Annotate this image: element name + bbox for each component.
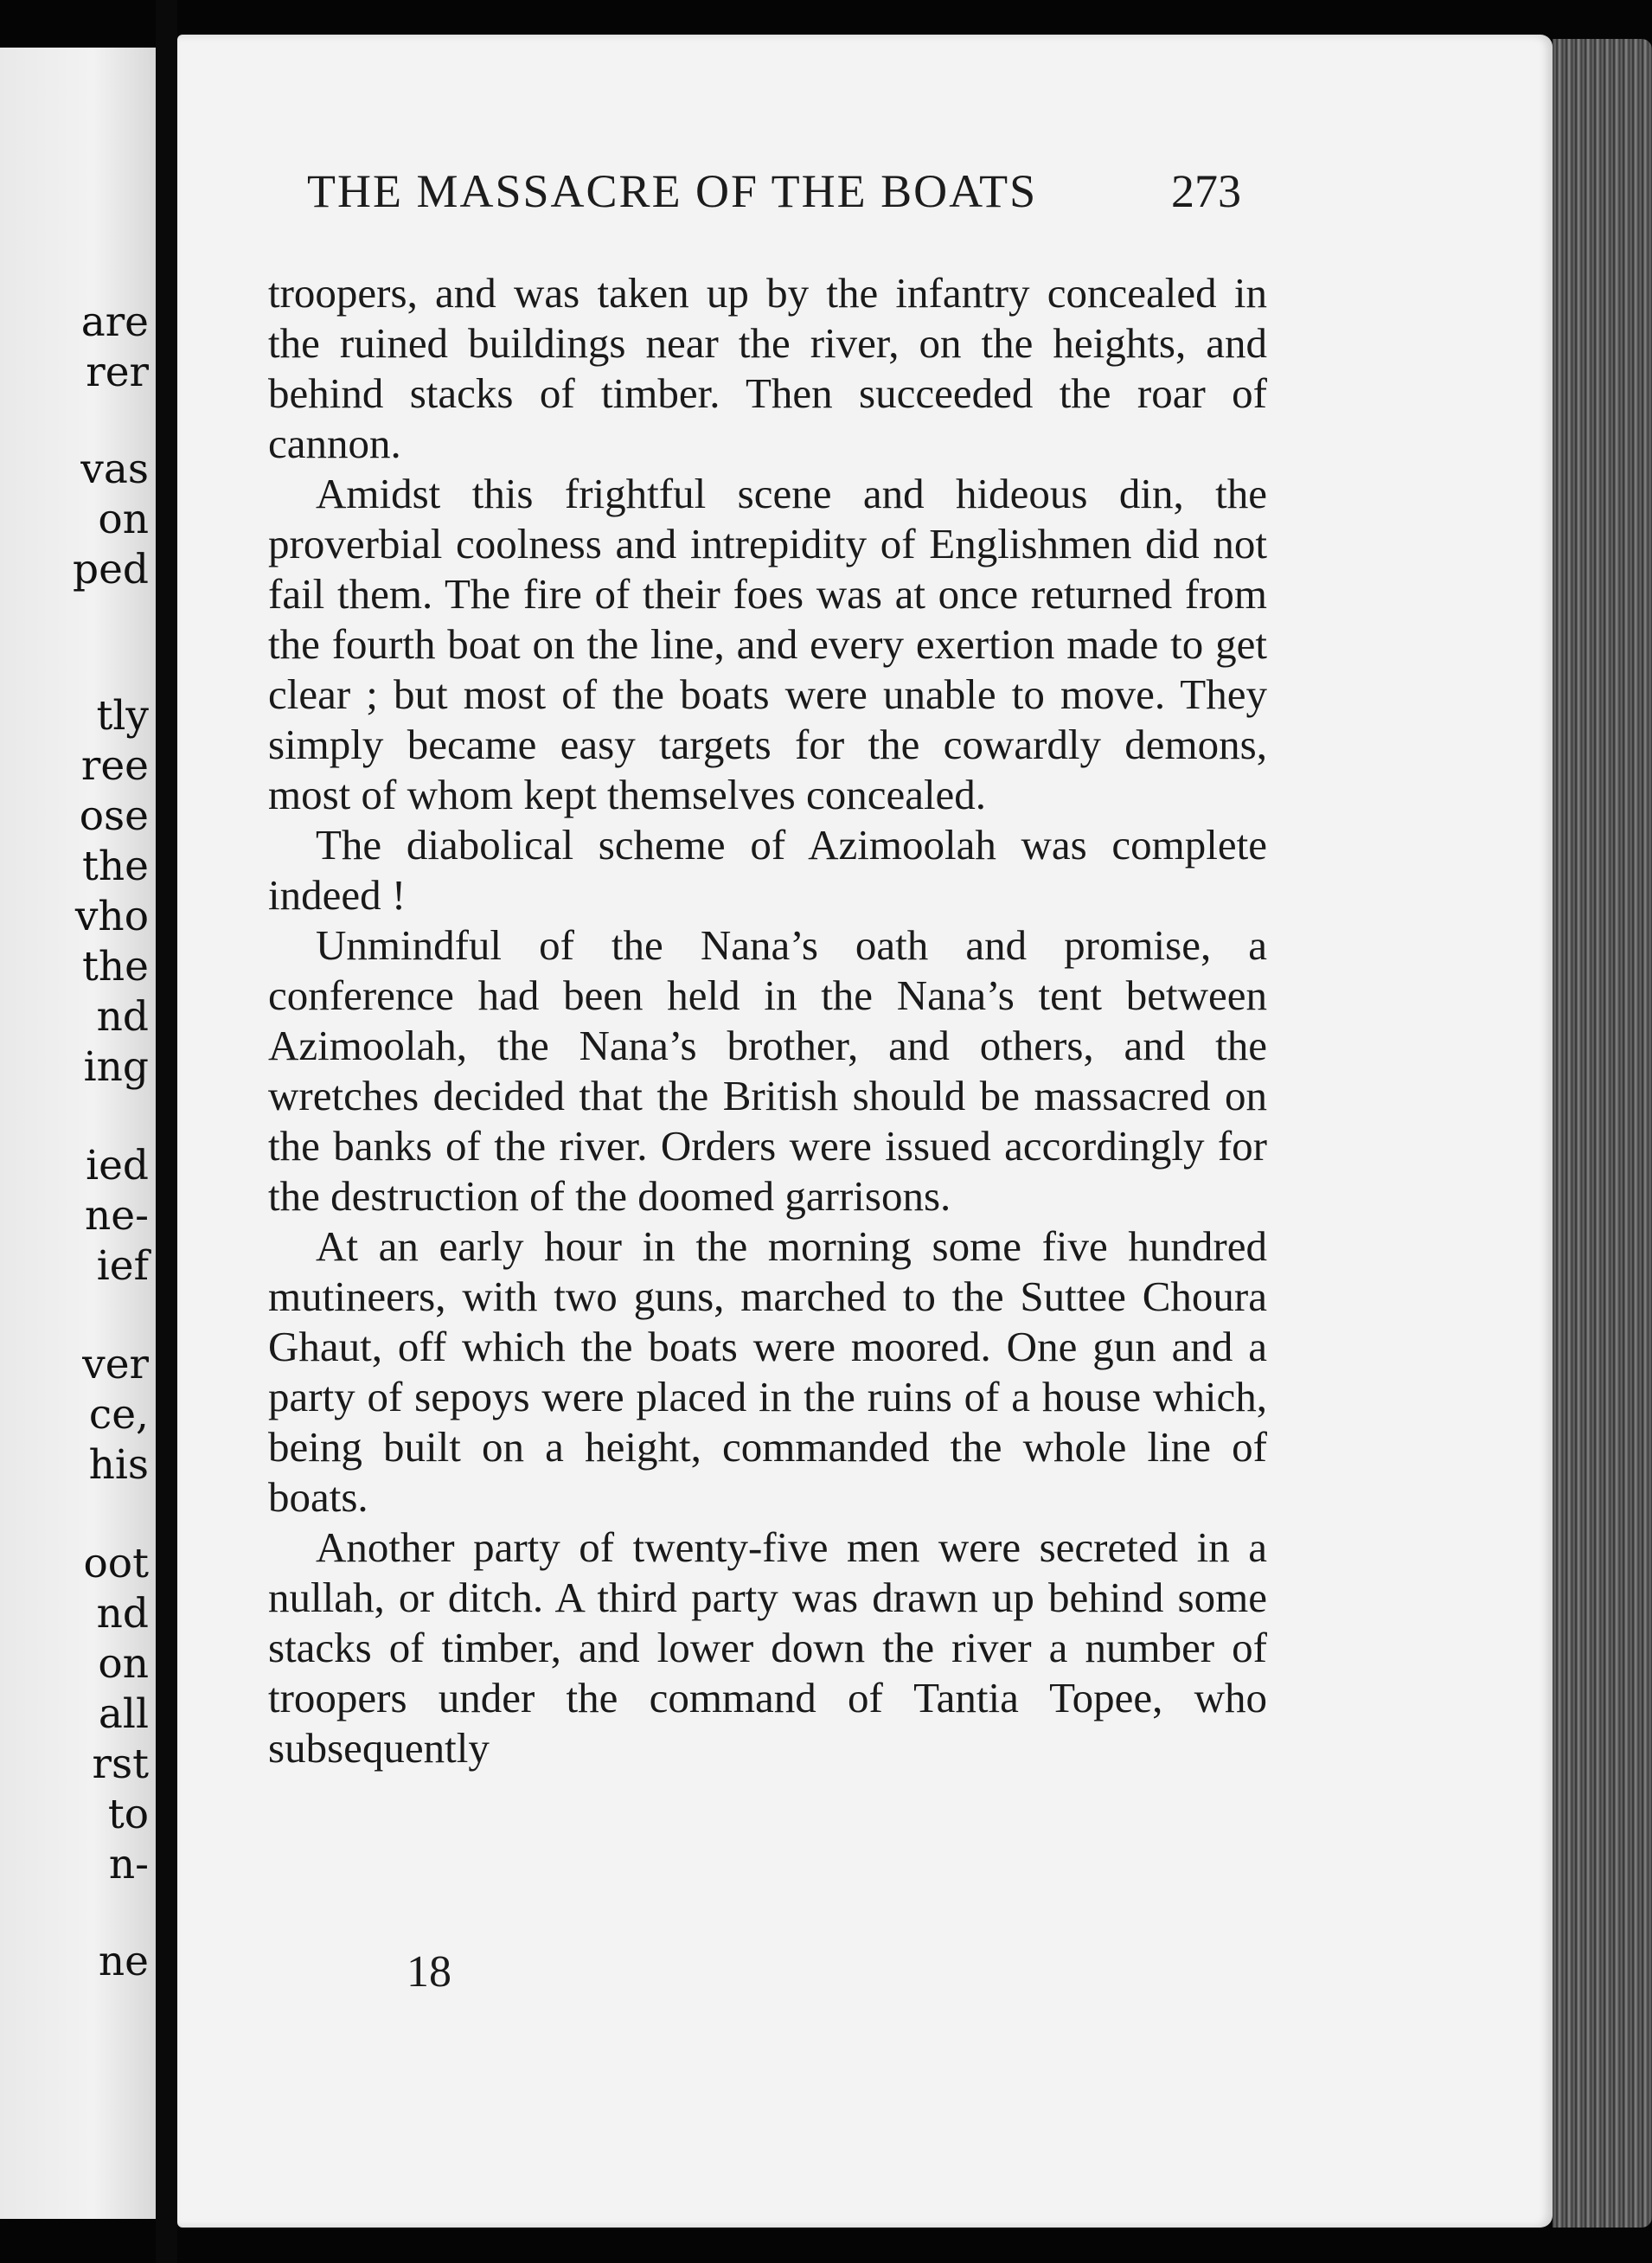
left-page-fragment: nd: [96, 1590, 149, 1638]
left-page-fragment: tly: [96, 692, 149, 740]
page-header: [307, 164, 1241, 234]
paragraph: Another party of twenty-five men were secreted in a nullah, or ditch. A third party was drawn up behind some stacks of timber, and lower down the river a number of troopers under the command of Tantia Topee, who subsequently: [268, 1523, 1267, 1772]
paragraph: At an early hour in the morning some five hundred mutineers, with two guns, marched to the Suttee Choura Ghaut, off which the boats were moored. One gun and a party of sepoys were placed in the ruins of a house which, being built on a height, commanded the whole line of boats.: [268, 1222, 1267, 1521]
signature-mark: 18: [407, 1947, 451, 1997]
book-gutter: [156, 0, 177, 2263]
left-page-fragment: oot: [83, 1540, 149, 1587]
left-page-fragment: vho: [74, 893, 149, 940]
left-page-fragment: n-: [108, 1841, 149, 1888]
left-page-fragment: to: [107, 1791, 149, 1838]
left-page-fragment: ied: [86, 1142, 149, 1189]
left-page-fragment: nd: [96, 993, 149, 1041]
left-page-fragment: ne: [98, 1938, 149, 1985]
left-page-fragment: his: [88, 1441, 149, 1489]
left-page-fragment: are: [80, 298, 149, 346]
left-page-fragment: on: [98, 496, 149, 543]
left-page-fragment: the: [82, 943, 149, 990]
running-head: THE MASSACRE OF THE BOATS: [307, 165, 1038, 217]
left-page-fragment: ver: [82, 1341, 149, 1388]
paragraph: The diabolical scheme of Azimoolah was complete indeed !: [268, 821, 1267, 919]
paragraph: troopers, and was taken up by the infantry concealed in the ruined buildings near the river, on the heights, and behind stacks of timber. Then succeeded the roar of cannon.: [268, 269, 1267, 467]
left-page-fragment: on: [98, 1640, 149, 1688]
left-facing-page: [0, 48, 156, 2219]
left-page-fragment: ne-: [85, 1192, 149, 1240]
page-number: 273: [1171, 165, 1241, 217]
left-page-fragment: the: [82, 843, 149, 890]
left-page-fragment: ped: [73, 546, 149, 593]
paragraph: Unmindful of the Nana’s oath and promise, a conference had been held in the Nana’s tent between Azimoolah, the Nana’s brother, and others, and the wretches decided that the British should be massacred on the banks of the river. Orders were issued accordingly for the destruction of the doomed garrisons.: [268, 921, 1267, 1220]
left-page-fragment: ree: [80, 742, 149, 790]
left-page-fragment: rer: [86, 349, 149, 396]
left-page-fragment: all: [98, 1690, 149, 1738]
page-edges: [1553, 39, 1652, 2228]
body-text: [268, 268, 1267, 1773]
left-page-fragment: ce,: [88, 1391, 149, 1439]
left-page-fragment: rst: [92, 1741, 149, 1788]
paragraph: Amidst this frightful scene and hideous din, the proverbial coolness and intrepidity of Englishmen did not fail them. The fire of their foes was at once returned from the fourth boat on the line, and every exertion made to get clear ; but most of the boats were unable to move. They simply became easy targets for the cowardly demons, most of whom kept themselves concealed.: [268, 470, 1267, 818]
left-page-fragment: ose: [79, 792, 149, 840]
left-page-fragment: ief: [96, 1242, 149, 1290]
left-page-fragment: vas: [80, 446, 149, 493]
left-page-fragment: ing: [83, 1043, 149, 1091]
